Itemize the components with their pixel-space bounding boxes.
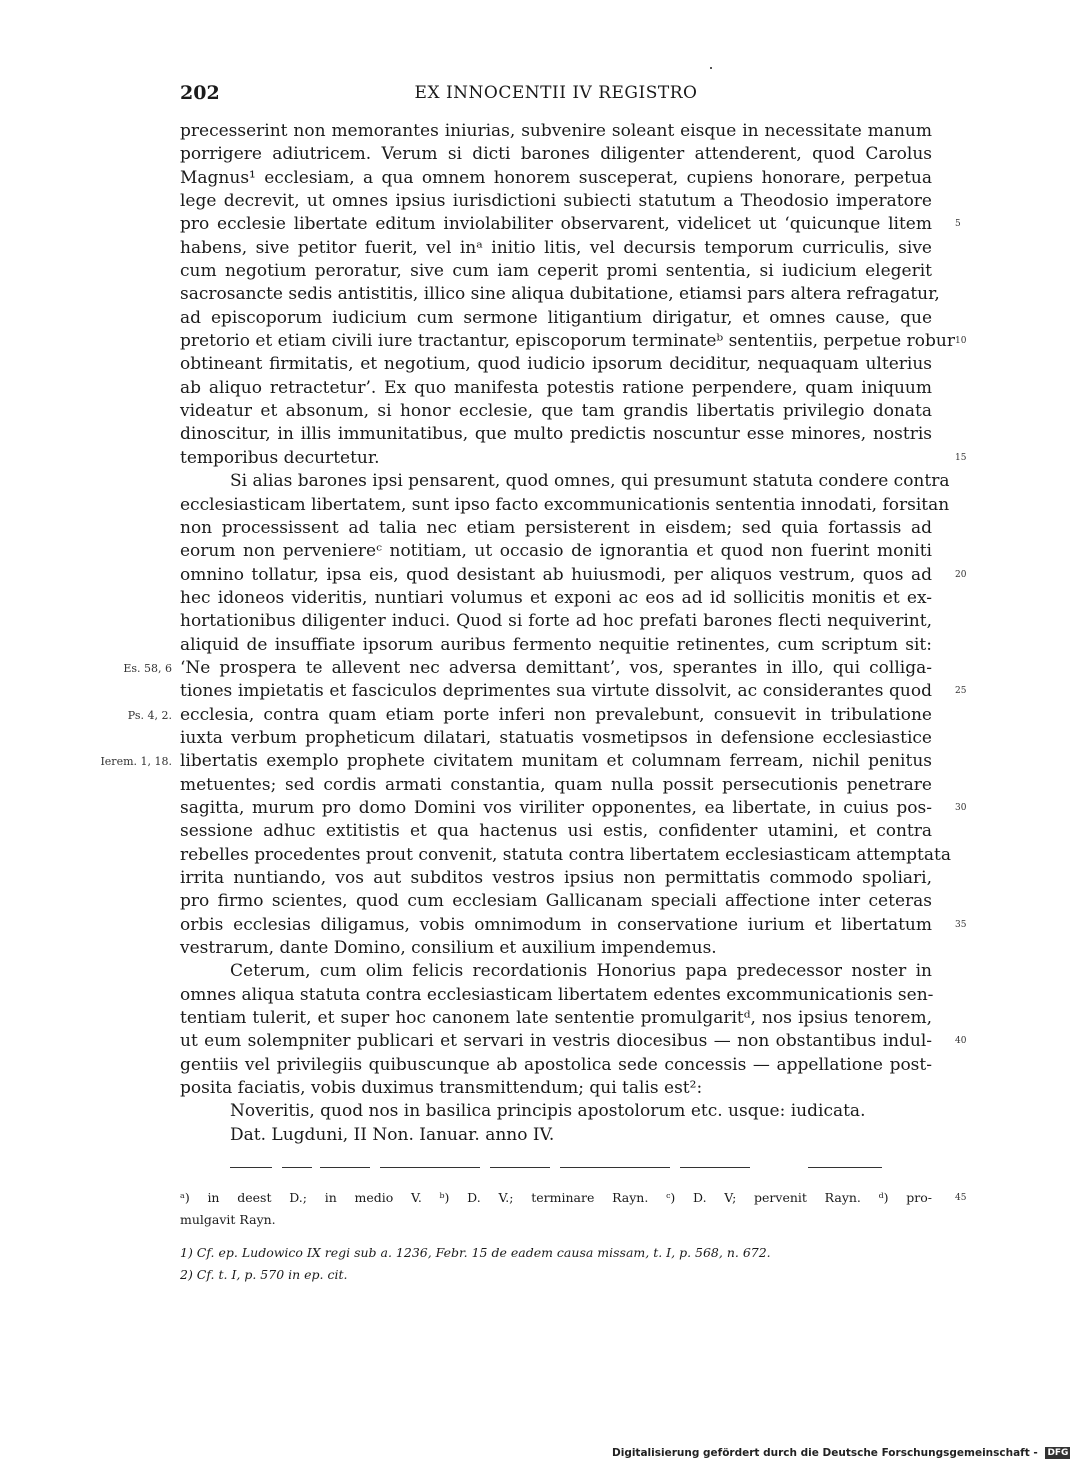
text-line	[180, 447, 967, 470]
line-text: pro firmo scientes, quod cum ecclesiam Gallicanam speciali affectione inter ceteras	[180, 891, 932, 912]
line-text: Noveritis, quod nos in basilica principis apostolorum etc. usque: iudicata.	[230, 1101, 866, 1122]
line-text: sessione adhuc extitistis et qua hactenus usi estis, confidenter utamini, et contra	[180, 821, 932, 842]
text-line	[180, 540, 932, 563]
line-text: ut eum solempniter publicari et servari in vestris diocesibus — non obstantibus indul-	[180, 1031, 932, 1052]
text-line	[180, 960, 932, 983]
text-line	[180, 797, 967, 820]
text-line	[180, 213, 961, 236]
line-text: Dat. Lugduni, II Non. Ianuar. anno IV.	[230, 1124, 555, 1145]
line-number: 20	[955, 569, 967, 580]
digitization-text: Digitalisierung gefördert durch die Deutsche Forschungsgemeinschaft -	[612, 1447, 1038, 1459]
text-line	[180, 120, 932, 143]
line-text: ad episcoporum iudicium cum sermone litigantium dirigatur, et omnes cause, que	[180, 307, 932, 328]
text-line	[180, 423, 932, 446]
line-text: omnino tollatur, ipsa eis, quod desistant ab huiusmodi, per aliquos vestrum, quos ad	[180, 564, 932, 585]
line-text: eorum non perveniereᶜ notitiam, ut occasio de ignorantia et quod non fuerint moniti	[180, 541, 932, 562]
scripture-reference: Es. 58, 6	[123, 661, 172, 675]
text-line	[180, 984, 932, 1007]
footnote: 2) Cf. t. I, p. 570 in ep. cit.	[180, 1267, 348, 1282]
text-line	[180, 844, 951, 867]
text-line	[180, 237, 932, 260]
text-line	[180, 727, 932, 750]
line-text: sacrosancte sedis antistitis, illico sine aliqua dubitatione, etiamsi pars altera refragatur,	[180, 284, 940, 305]
text-line	[180, 914, 967, 937]
line-text: tentiam tulerit, et super hoc canonem late sententie promulgaritᵈ, nos ipsius tenorem,	[180, 1008, 932, 1029]
line-number: 15	[955, 452, 967, 463]
line-text: hortationibus diligenter induci. Quod si forte ad hoc prefati barones flecti nequiverint,	[180, 611, 932, 632]
separator-segment	[808, 1167, 882, 1168]
text-line	[180, 494, 950, 517]
line-text: aliquid de insuffiate ipsorum auribus fermento nequitie retinentes, cum scriptum sit:	[180, 634, 932, 655]
main-text	[100, 120, 967, 1147]
line-text: iuxta verbum propheticum dilatari, statuatis vosmetipsos in defensione ecclesiastice	[180, 727, 932, 748]
scripture-reference: Ierem. 1, 18.	[100, 755, 172, 769]
text-line	[180, 517, 932, 540]
text-line	[180, 400, 932, 423]
line-text: hec idoneos videritis, nuntiari volumus et exponi ac eos ad id sollicitis monitis et ex-	[180, 587, 932, 608]
page-number: 202	[180, 82, 220, 104]
critical-apparatus	[180, 1187, 967, 1231]
text-line	[127, 704, 932, 727]
line-text: pretorio et etiam civili iure tractantur, episcoporum terminateᵇ sententiis, perpetue robur	[180, 331, 955, 352]
line-text: cum negotium peroratur, sive cum iam ceperit promi sententia, si iudicium elegerit	[180, 261, 932, 282]
separator-segment	[380, 1167, 480, 1168]
line-text: irrita nuntiando, vos aut subditos vestros ipsius non permittatis commodo spoliari,	[180, 868, 932, 888]
text-line	[123, 657, 932, 680]
line-number: 40	[955, 1036, 967, 1047]
separator-segment	[230, 1167, 272, 1168]
text-line	[180, 190, 932, 213]
line-text: vestrarum, dante Domino, consilium et auxilium impendemus.	[180, 938, 717, 959]
line-text: precesserint non memorantes iniurias, subvenire soleant eisque in necessitate manum	[180, 121, 932, 141]
line-text: ecclesiasticam libertatem, sunt ipso facto excommunicationis sententia innodati, forsitan	[180, 494, 950, 515]
text-line	[180, 937, 932, 960]
line-number: 45	[955, 1193, 967, 1203]
line-text: dinoscitur, in illis immunitatibus, que multo predictis noscuntur esse minores, nostris	[180, 424, 932, 445]
line-text: videatur et absonum, si honor ecclesie, que tam grandis libertatis privilegio donata	[180, 401, 932, 422]
line-text: posita faciatis, vobis duximus transmittendum; qui talis est²:	[180, 1078, 703, 1099]
text-line	[180, 820, 932, 843]
text-line	[180, 260, 932, 283]
text-line	[180, 587, 932, 610]
text-line	[180, 143, 932, 166]
line-text: ‘Ne prospera te allevent nec adversa demittant’, vos, sperantes in illo, qui colliga-	[180, 657, 932, 678]
separator-segment	[282, 1167, 312, 1168]
text-line	[180, 867, 932, 890]
text-line	[180, 1030, 967, 1053]
line-text: tiones impietatis et fasciculos deprimentes sua virtute dissolvit, ac considerantes quod	[180, 681, 932, 702]
apparatus-line	[180, 1187, 967, 1209]
line-text: non processissent ad talia nec etiam persisterent in eisdem; sed quia fortassis ad	[180, 517, 932, 538]
separator-segment	[560, 1167, 670, 1168]
text-line	[180, 470, 950, 493]
line-text: ecclesia, contra quam etiam porte inferi non prevalebunt, consuevit in tribulatione	[180, 704, 932, 725]
line-text: porrigere adiutricem. Verum si dicti barones diligenter attenderent, quod Carolus	[180, 144, 932, 165]
separator-segment	[680, 1167, 750, 1168]
line-text: ab aliquo retractetur’. Ex quo manifesta potestis ratione perpendere, quam iniquum	[180, 377, 932, 398]
numbered-footnotes	[180, 1242, 932, 1286]
line-text: rebelles procedentes prout convenit, statuta contra libertatem ecclesiasticam attemptata	[180, 844, 951, 865]
apparatus-text: mulgavit Rayn.	[180, 1212, 276, 1227]
text-line	[180, 890, 932, 913]
footnote: 1) Cf. ep. Ludowico IX regi sub a. 1236, Febr. 15 de eadem causa missam, t. I, p. 568, n. 672.	[180, 1245, 771, 1260]
apparatus-text: ᵃ) in deest D.; in medio V. ᵇ) D. V.; terminare Rayn. ᶜ) D. V; pervenit Rayn. ᵈ) pro-	[180, 1190, 932, 1205]
text-line	[180, 377, 932, 400]
text-line	[180, 1054, 932, 1077]
text-line	[180, 167, 932, 190]
separator-segment	[490, 1167, 550, 1168]
scripture-reference: Ps. 4, 2.	[127, 708, 172, 722]
scan-speck	[710, 67, 712, 69]
line-text: habens, sive petitor fuerit, vel inᵃ initio litis, vel decursis temporum curriculis, sive	[180, 237, 932, 258]
line-text: orbis ecclesias diligamus, vobis omnimodum in conservatione iurium et libertatum	[180, 914, 932, 935]
line-text: pro ecclesie libertate editum inviolabiliter observarent, videlicet ut ‘quicunque litem	[180, 214, 932, 235]
line-number: 5	[955, 219, 961, 230]
text-line	[180, 610, 932, 633]
line-text: obtineant firmitatis, et negotium, quod iudicio ipsorum deciditur, nequaquam ulterius	[180, 354, 932, 375]
line-number: 30	[955, 802, 967, 813]
line-text: omnes aliqua statuta contra ecclesiasticam libertatem edentes excommunicationis sen-	[180, 984, 934, 1005]
text-line	[180, 353, 932, 376]
line-text: sagitta, murum pro domo Domini vos viriliter opponentes, ea libertate, in cuius pos-	[180, 797, 932, 818]
text-line	[180, 1100, 932, 1123]
line-text: Ceterum, cum olim felicis recordationis Honorius papa predecessor noster in	[230, 961, 932, 982]
line-number: 25	[955, 686, 967, 697]
line-text: Si alias barones ipsi pensarent, quod omnes, qui presumunt statuta condere contra	[230, 471, 950, 492]
line-text: libertatis exemplo prophete civitatem munitam et columnam ferream, nichil penitus	[180, 751, 932, 772]
line-text: temporibus decurtetur.	[180, 447, 380, 468]
line-text: metuentes; sed cordis armati constantia, quam nulla possit persecutionis penetrare	[180, 774, 932, 795]
line-number: 35	[955, 919, 967, 930]
line-text: lege decrevit, ut omnes ipsius iurisdictioni subiecti statutum a Theodosio imperatore	[180, 191, 932, 212]
line-text: Magnus¹ ecclesiam, a qua omnem honorem susceperat, cupiens honorare, perpetua	[180, 167, 932, 188]
dfg-logo: DFG	[1047, 1448, 1069, 1458]
text-line	[180, 283, 940, 306]
text-line	[180, 1007, 932, 1030]
line-number: 10	[955, 336, 967, 347]
text-line	[180, 307, 932, 330]
running-title: EX INNOCENTII IV REGISTRO	[414, 83, 698, 103]
text-line	[180, 1077, 932, 1100]
text-line	[180, 680, 967, 703]
text-line	[180, 634, 932, 657]
line-text: gentiis vel privilegiis quibuscunque ab apostolica sede concessis — appellatione post-	[180, 1054, 932, 1075]
digitization-credit	[612, 1447, 1070, 1459]
text-line	[100, 750, 932, 773]
page-header	[180, 82, 932, 106]
text-line	[180, 564, 967, 587]
text-line	[180, 330, 967, 353]
apparatus-line	[180, 1209, 932, 1231]
separator-segment	[320, 1167, 370, 1168]
text-line	[180, 1124, 932, 1147]
text-line	[180, 774, 932, 797]
